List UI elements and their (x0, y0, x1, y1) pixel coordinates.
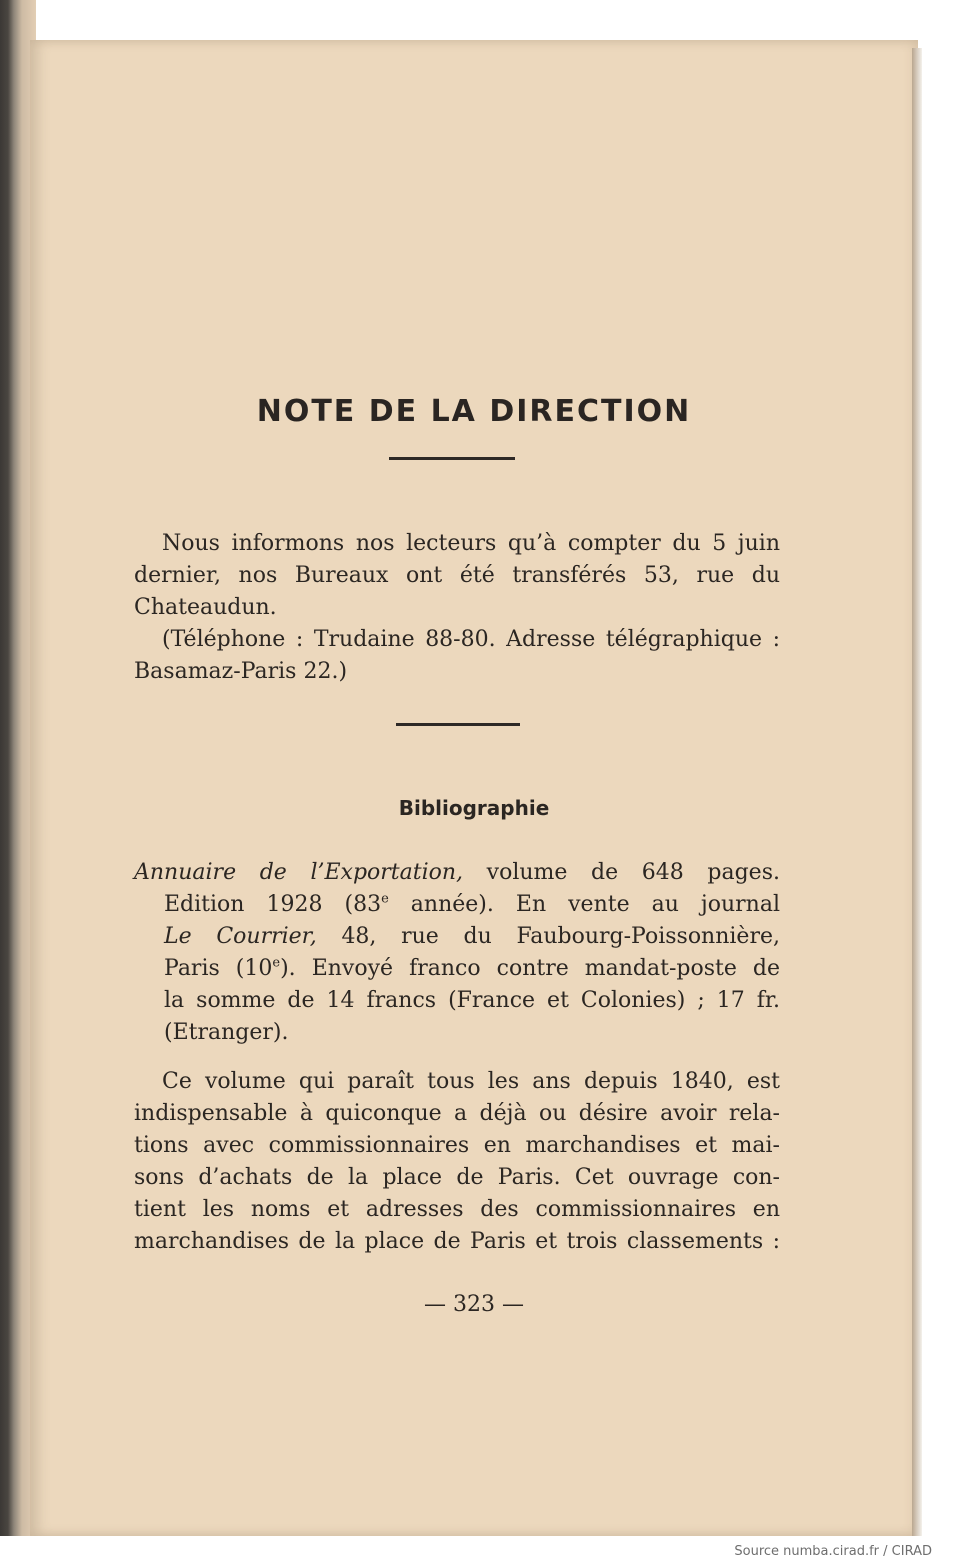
book-title: Annuaire de l’Exportation, (134, 860, 464, 885)
entry-text: ). Envoyé franco contre mandat-poste de (280, 956, 781, 981)
note-line: Basamaz-Paris 22.) (134, 659, 348, 684)
heading-rule (389, 457, 515, 460)
superscript: e (272, 955, 281, 971)
journal-title: Le Courrier, (164, 924, 317, 949)
entry-text: année). En vente au journal (388, 892, 780, 917)
description-line: tient les noms et adresses des commissionnaires en (134, 1197, 780, 1222)
entry-text: 48, rue du Faubourg-Poissonnière, (316, 924, 780, 949)
entry-line (134, 857, 780, 889)
note-line: Chateaudun. (134, 595, 277, 620)
description-line: sons d’achats de la place de Paris. Cet ouvrage con- (134, 1165, 780, 1190)
entry-text: Edition 1928 (83 (164, 892, 382, 917)
bibliography-description (134, 1066, 780, 1258)
page-heading: NOTE DE LA DIRECTION (256, 394, 692, 429)
entry-text: volume de 648 pages. (463, 860, 780, 885)
page-number: — 323 — (424, 1292, 524, 1317)
description-line: marchandises de la place de Paris et trois classements : (134, 1229, 780, 1254)
entry-text: Paris (10 (164, 956, 273, 981)
note-line: dernier, nos Bureaux ont été transférés 53, rue du (134, 563, 780, 588)
description-line: indispensable à quiconque a déjà ou désire avoir rela- (134, 1101, 780, 1126)
entry-line (134, 889, 780, 921)
description-line: Ce volume qui paraît tous les ans depuis 1840, est (162, 1069, 780, 1094)
source-credit: Source numba.cirad.fr / CIRAD (734, 1544, 932, 1559)
section-rule (396, 723, 520, 726)
bibliography-heading: Bibliographie (398, 796, 550, 820)
note-line: (Téléphone : Trudaine 88-80. Adresse télégraphique : (162, 627, 780, 652)
direction-note (134, 528, 780, 688)
note-line: Nous informons nos lecteurs qu’à compter du 5 juin (162, 531, 780, 556)
bibliography-entry (134, 857, 780, 1049)
superscript: e (381, 891, 389, 907)
entry-line: (Etranger). (164, 1020, 289, 1045)
entry-line (134, 921, 780, 953)
description-line: tions avec commissionnaires en marchandises et mai- (134, 1133, 780, 1158)
entry-line: la somme de 14 francs (France et Colonies) ; 17 fr. (164, 988, 780, 1013)
entry-line (134, 953, 780, 985)
